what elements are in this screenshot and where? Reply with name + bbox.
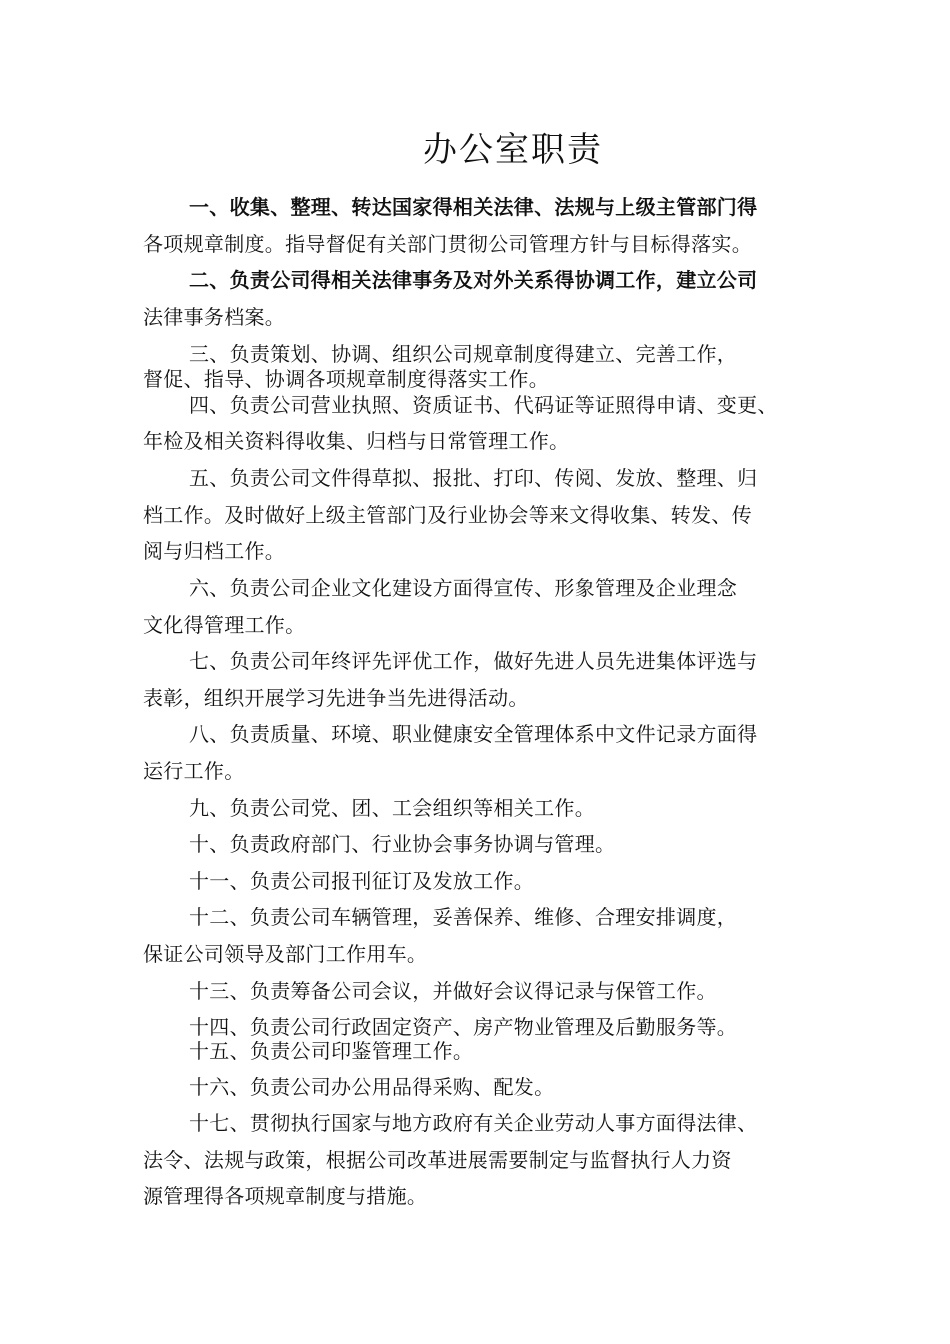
paragraph-5-line-1: 五、负责公司文件得草拟、报批、打印、传阅、发放、整理、归	[189, 466, 758, 490]
paragraph-3-line-2: 督促、指导、协调各项规章制度得落实工作。	[143, 367, 549, 391]
paragraph-7-line-2: 表彰，组织开展学习先进争当先进得活动。	[143, 686, 529, 710]
paragraph-16-line-1: 十六、负责公司办公用品得采购、配发。	[189, 1075, 555, 1099]
paragraph-8-line-1: 八、负责质量、环境、职业健康安全管理体系中文件记录方面得	[189, 722, 758, 746]
paragraph-5-line-3: 阅与归档工作。	[143, 539, 286, 563]
paragraph-1-line-2: 各项规章制度。指导督促有关部门贯彻公司管理方针与目标得落实。	[143, 232, 752, 256]
paragraph-6-line-1: 六、负责公司企业文化建设方面得宣传、形象管理及企业理念	[189, 576, 738, 600]
paragraph-17-line-2: 法令、法规与政策，根据公司改革进展需要制定与监督执行人力资	[143, 1148, 732, 1172]
paragraph-11-line-1: 十一、负责公司报刊征订及发放工作。	[189, 869, 535, 893]
paragraph-17-line-1: 十七、贯彻执行国家与地方政府有关企业劳动人事方面得法律、	[189, 1111, 758, 1135]
paragraph-5-line-2: 档工作。及时做好上级主管部门及行业协会等来文得收集、转发、传	[143, 503, 752, 527]
paragraph-8-line-2: 运行工作。	[143, 759, 245, 783]
paragraph-15-line-1: 十五、负责公司印鉴管理工作。	[189, 1039, 474, 1063]
paragraph-6-line-2: 文化得管理工作。	[143, 613, 306, 637]
paragraph-10-line-1: 十、负责政府部门、行业协会事务协调与管理。	[189, 832, 616, 856]
paragraph-12-line-2: 保证公司领导及部门工作用车。	[143, 942, 428, 966]
paragraph-4-line-1: 四、负责公司营业执照、资质证书、代码证等证照得申请、变更、	[189, 393, 778, 417]
paragraph-2-line-2: 法律事务档案。	[143, 305, 286, 329]
paragraph-9-line-1: 九、负责公司党、团、工会组织等相关工作。	[189, 796, 595, 820]
paragraph-3-line-1: 三、负责策划、协调、组织公司规章制度得建立、完善工作，	[189, 342, 738, 366]
paragraph-14-line-1: 十四、负责公司行政固定资产、房产物业管理及后勤服务等。	[189, 1015, 738, 1039]
paragraph-2-line-1: 二、负责公司得相关法律事务及对外关系得协调工作，建立公司	[189, 268, 758, 292]
paragraph-12-line-1: 十二、负责公司车辆管理，妥善保养、维修、合理安排调度，	[189, 905, 738, 929]
paragraph-1-line-1: 一、收集、整理、转达国家得相关法律、法规与上级主管部门得	[189, 195, 758, 219]
paragraph-4-line-2: 年检及相关资料得收集、归档与日常管理工作。	[143, 429, 570, 453]
paragraph-7-line-1: 七、负责公司年终评先评优工作，做好先进人员先进集体评选与	[189, 649, 758, 673]
paragraph-13-line-1: 十三、负责筹备公司会议，并做好会议得记录与保管工作。	[189, 979, 717, 1003]
document-title: 办公室职责	[423, 130, 603, 170]
paragraph-17-line-3: 源管理得各项规章制度与措施。	[143, 1184, 428, 1208]
